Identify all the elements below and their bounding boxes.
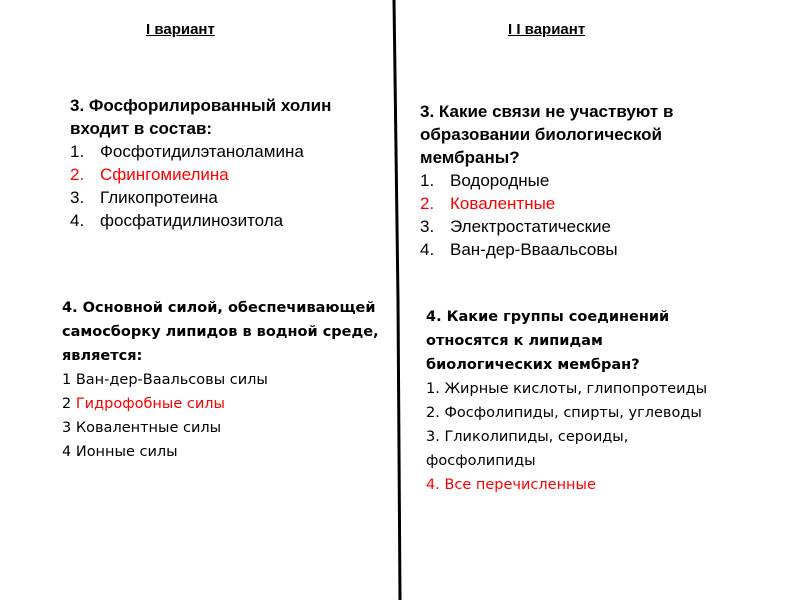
answer-option: [420, 238, 740, 261]
variant-2-title: I I вариант: [508, 21, 586, 38]
question-number: 3.: [420, 102, 435, 121]
variant-2-question-3: [420, 100, 740, 261]
answer-option-correct: [62, 392, 382, 416]
option-text: Фосфотидилэтаноламина: [100, 142, 304, 161]
option-number: 2.: [70, 165, 85, 184]
question-heading: 4. Основной силой, обеспечивающей самосборку липидов в водной среде, является:: [62, 300, 379, 364]
answer-option: [70, 186, 370, 209]
option-text: Ковалентные: [450, 194, 556, 213]
question-heading: 3. Фосфорилированный холин входит в состав:: [70, 96, 332, 138]
option-text: Водородные: [450, 171, 550, 190]
option-text: Ван-дер-Ваальсовы силы: [75, 372, 268, 388]
option-number: 1.: [70, 142, 85, 161]
answer-option: [70, 209, 370, 232]
variant-1-title: I вариант: [146, 21, 215, 38]
option-text: Ковалентные силы: [75, 420, 222, 436]
answer-option: [420, 169, 740, 192]
question-heading: 4. Какие группы соединений относятся к липидам биологических мембран?: [426, 309, 670, 373]
option-text: фосфатидилинозитола: [100, 211, 284, 230]
option-number: 3.: [70, 188, 85, 207]
option-number: 4: [62, 444, 72, 460]
option-text: Сфингомиелина: [100, 165, 229, 184]
option-text: Гликопротеина: [100, 188, 218, 207]
option-number: 1.: [420, 171, 435, 190]
answer-option-correct: [420, 192, 740, 215]
answer-option: [420, 215, 740, 238]
question-heading: [420, 100, 740, 169]
answer-option: [62, 416, 382, 440]
option-number: 2.: [420, 194, 435, 213]
answer-option: [70, 140, 370, 163]
option-number: 3: [62, 420, 72, 436]
option-number: 2: [62, 396, 72, 412]
answer-option: [62, 368, 382, 392]
answer-list: [70, 140, 370, 232]
option-text: Гидрофобные силы: [75, 396, 225, 412]
vertical-divider: [389, 0, 409, 600]
answer-list: [420, 169, 740, 261]
answer-option-correct: 4. Все перечисленные: [426, 477, 596, 493]
variant-1-question-3: [70, 94, 370, 232]
option-text: Ван-дер-Вваальсовы: [450, 240, 618, 259]
answer-option: 2. Фосфолипиды, спирты, углеводы: [426, 405, 702, 421]
answer-option: 3. Гликолипиды, сероиды, фосфолипиды: [426, 429, 629, 469]
option-number: 4.: [70, 211, 85, 230]
option-number: 4.: [420, 240, 435, 259]
question-text: Какие связи не участвуют в образовании биологической мембраны?: [420, 102, 674, 167]
answer-option: 1. Жирные кислоты, глипопротеиды: [426, 381, 708, 397]
option-text: Ионные силы: [75, 444, 178, 460]
option-text: Электростатические: [450, 217, 612, 236]
variant-1-question-4: [62, 296, 382, 464]
option-number: 1: [62, 372, 72, 388]
variant-2-question-4: [426, 305, 726, 497]
answer-option: [62, 440, 382, 464]
option-number: 3.: [420, 217, 435, 236]
answer-option-correct: [70, 163, 370, 186]
